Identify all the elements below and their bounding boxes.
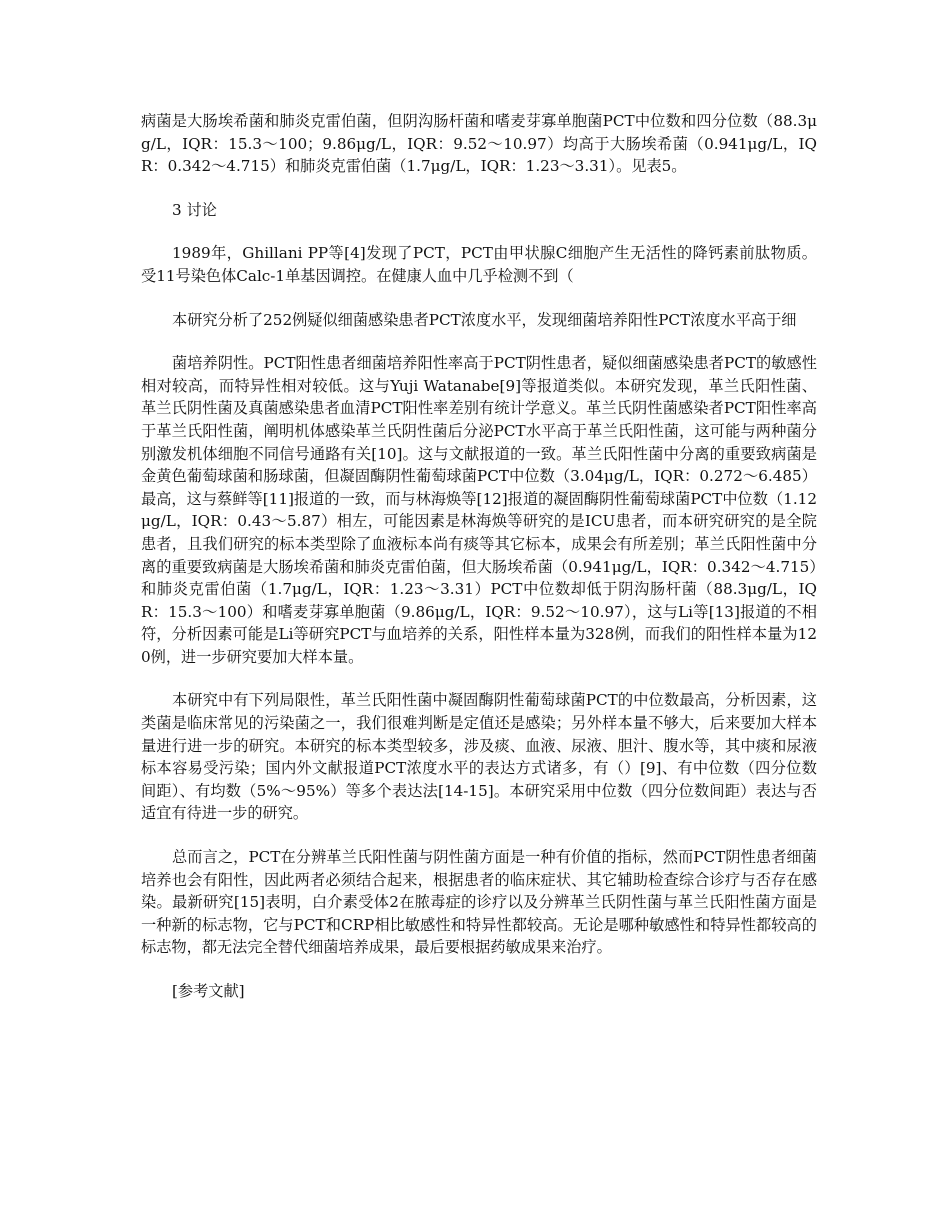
paragraph-pct-discovery: 1989年，Ghillani PP等[4]发现了PCT，PCT由甲状腺C细胞产生无活性的降钙素前肽物质。受11号染色体Calc-1单基因调控。在健康人血中几乎检测不到（ [141, 244, 817, 285]
paragraph-results-continuation: 病菌是大肠埃希菌和肺炎克雷伯菌，但阴沟肠杆菌和嗜麦芽寡单胞菌PCT中位数和四分位数（88.3μg/L，IQR：15.3～100；9.86μg/L，IQR：9.52～10.97）均高于大肠埃希菌（0.941μg/L，IQR：0.342～4.715）和肺炎克雷伯菌（1.7μg/L，IQR：1.23～3.31）。见表5。 [141, 112, 817, 176]
paragraph-limitations: 本研究中有下列局限性，革兰氏阳性菌中凝固酶阴性葡萄球菌PCT的中位数最高，分析因素，这类菌是临床常见的污染菌之一，我们很难判断是定值还是感染；另外样本量不够大，后来要加大样本量进行进一步的研究。本研究的标本类型较多，涉及痰、血液、尿液、胆汁、腹水等，其中痰和尿液标本容易受污染；国内外文献报道PCT浓度水平的表达方式诸多，有（）[9]、有中位数（四分位数间距）、有均数（5%～95%）等多个表达法[14-15]。本研究采用中位数（四分位数间距）表达与否适宜有待进一步的研究。 [141, 691, 817, 823]
references-heading: [参考文献] [172, 982, 245, 1000]
paragraph-discussion-main: 菌培养阴性。PCT阳性患者细菌培养阳性率高于PCT阴性患者，疑似细菌感染患者PCT的敏感性相对较高，而特异性相对较低。这与Yuji Watanabe[9]等报道类似。本研究发现，革兰氏阳性菌、革兰氏阴性菌及真菌感染患者血清PCT阳性率差别有统计学意义。革兰氏阴性菌感染者PCT阳性率高于革兰氏阳性菌，阐明机体感染革兰氏阴性菌后分泌PCT水平高于革兰氏阳性菌，这可能与两种菌分别激发机体细胞不同信号通路有关[10]。这与文献报道的一致。革兰氏阳性菌中分离的重要致病菌是金黄色葡萄球菌和肠球菌，但凝固酶阴性葡萄球菌PCT中位数（3.04μg/L，IQR：0.272～6.485）最高，这与蔡鲜等[11]报道的一致，而与林海焕等[12]报道的凝固酶阴性葡萄球菌PCT中位数（1.12μg/L，IQR：0.43～5.87）相左，可能因素是林海焕等研究的是ICU患者，而本研究研究的是全院患者，且我们研究的标本类型除了血液标本尚有痰等其它标本，成果会有所差别；革兰氏阳性菌中分离的重要致病菌是大肠埃希菌和肺炎克雷伯菌，但大肠埃希菌（0.941μg/L，IQR：0.342～4.715）和肺炎克雷伯菌（1.7μg/L，IQR：1.23～3.31）PCT中位数却低于阴沟肠杆菌（88.3μg/L，IQR：15.3～100）和嗜麦芽寡单胞菌（9.86μg/L，IQR：9.52～10.97），这与Li等[13]报道的不相符，分析因素可能是Li等研究PCT与血培养的关系，阳性样本量为328例，而我们的阳性样本量为120例，进一步研究要加大样本量。 [141, 354, 817, 666]
paragraph-conclusion: 总而言之，PCT在分辨革兰氏阳性菌与阴性菌方面是一种有价值的指标，然而PCT阴性患者细菌培养也会有阳性，因此两者必须结合起来，根据患者的临床症状、其它辅助检查综合诊疗与否存在感染。最新研究[15]表明，白介素受体2在脓毒症的诊疗以及分辨革兰氏阴性菌与革兰氏阳性菌方面是一种新的标志物，它与PCT和CRP相比敏感性和特异性都较高。无论是哪种敏感性和特异性都较高的标志物，都无法完全替代细菌培养成果，最后要根据药敏成果来治疗。 [141, 848, 817, 957]
document-page [141, 110, 817, 1003]
paragraph-study-summary: 本研究分析了252例疑似细菌感染患者PCT浓度水平，发现细菌培养阳性PCT浓度水平高于细 [172, 310, 797, 329]
section-heading-discussion: 3 讨论 [172, 200, 217, 219]
